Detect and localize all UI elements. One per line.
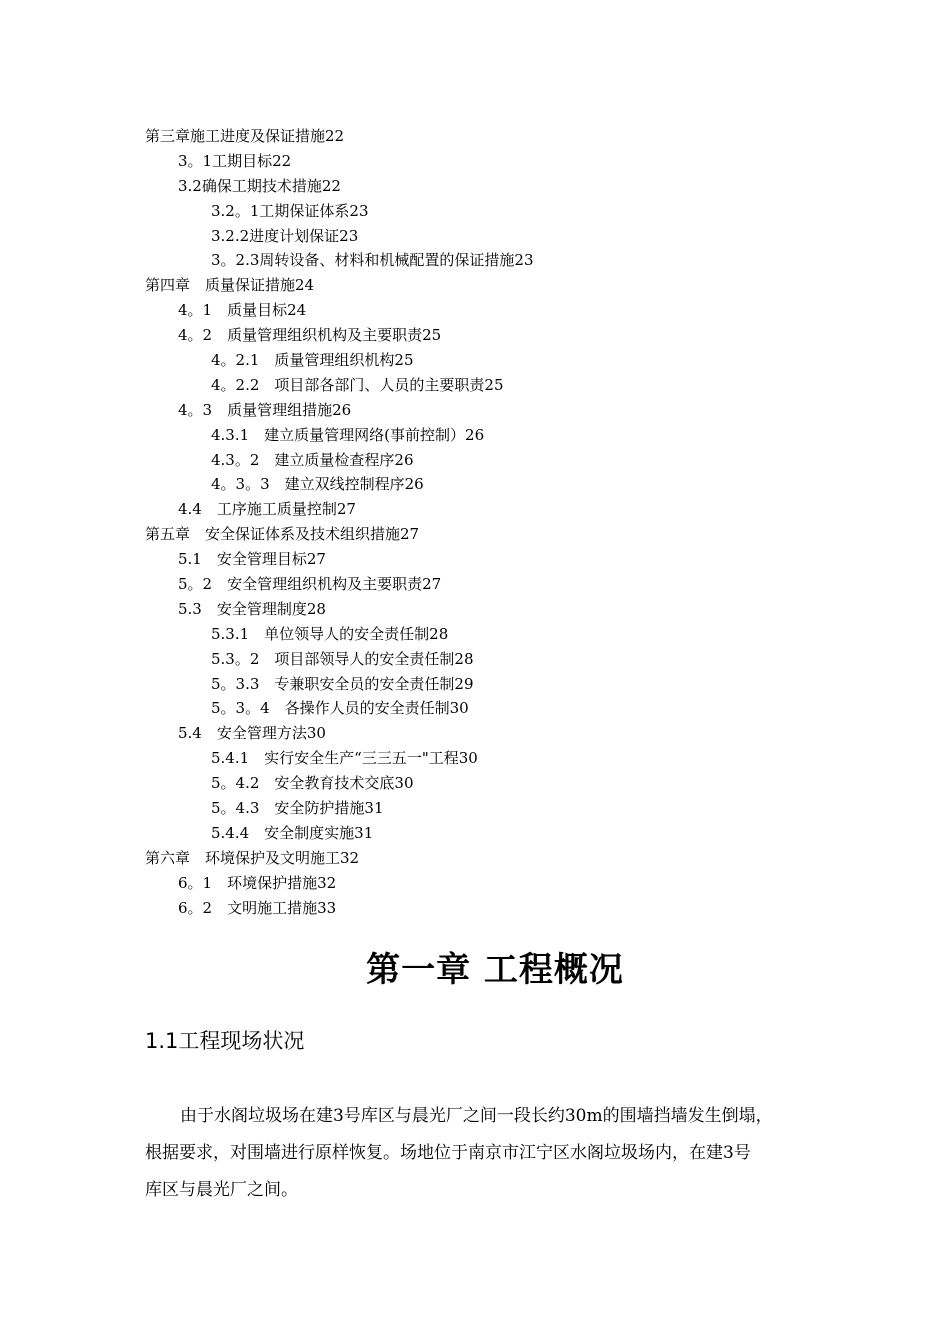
toc-entry[interactable]: 3.2确保工期技术措施22 (178, 176, 341, 195)
toc-entry[interactable]: 5.4.4 安全制度实施31 (211, 823, 374, 842)
body-paragraph (145, 1098, 835, 1209)
toc-entry[interactable]: 4。3。3 建立双线控制程序26 (211, 475, 424, 494)
toc-entry[interactable]: 3.2.2进度计划保证23 (211, 226, 359, 245)
toc-entry[interactable]: 6。1 环境保护措施32 (178, 873, 337, 892)
toc-entry[interactable]: 4.4 工序施工质量控制27 (178, 500, 356, 519)
toc-entry[interactable]: 5.3.1 单位领导人的安全责任制28 (211, 624, 449, 643)
table-of-contents (0, 124, 950, 921)
toc-entry[interactable]: 第四章 质量保证措施24 (145, 276, 315, 295)
toc-entry[interactable]: 4.3.1 建立质量管理网络(事前控制）26 (211, 425, 485, 444)
toc-entry[interactable]: 5。4.3 安全防护措施31 (211, 799, 384, 818)
toc-entry[interactable]: 6。2 文明施工措施33 (178, 898, 337, 917)
toc-entry[interactable]: 4。3 质量管理组措施26 (178, 400, 352, 419)
toc-entry[interactable]: 5。4.2 安全教育技术交底30 (211, 774, 414, 793)
toc-entry[interactable]: 第六章 环境保护及文明施工32 (145, 848, 360, 867)
toc-entry[interactable]: 3。1工期目标22 (178, 151, 292, 170)
toc-entry[interactable]: 5。3.3 专兼职安全员的安全责任制29 (211, 674, 474, 693)
paragraph-line: 库区与晨光厂之间。 (145, 1180, 298, 1200)
section-heading: 1.1工程现场状况 (145, 1029, 305, 1053)
paragraph-line: 根据要求，对围墙进行原样恢复。场地位于南京市江宁区水阁垃圾场内，在建3号 (145, 1143, 751, 1163)
toc-entry[interactable]: 3.2。1工期保证体系23 (211, 201, 369, 220)
toc-entry[interactable]: 5.1 安全管理目标27 (178, 550, 326, 569)
toc-entry[interactable]: 5.3 安全管理制度28 (178, 599, 326, 618)
toc-entry[interactable]: 5。2 安全管理组织机构及主要职责27 (178, 575, 442, 594)
toc-entry[interactable]: 第五章 安全保证体系及技术组织措施27 (145, 525, 420, 544)
toc-entry[interactable]: 4。2 质量管理组织机构及主要职责25 (178, 326, 442, 345)
toc-entry[interactable]: 5.4.1 实行安全生产“三三五一"工程30 (211, 749, 478, 768)
toc-entry[interactable]: 5.4 安全管理方法30 (178, 724, 326, 743)
toc-entry[interactable]: 第三章施工进度及保证措施22 (145, 127, 345, 145)
toc-entry[interactable]: 3。2.3周转设备、材料和机械配置的保证措施23 (211, 251, 534, 270)
toc-entry[interactable]: 4。2.2 项目部各部门、人员的主要职责25 (211, 375, 504, 394)
toc-entry[interactable]: 5。3。4 各操作人员的安全责任制30 (211, 699, 469, 718)
toc-entry[interactable]: 4。2.1 质量管理组织机构25 (211, 351, 414, 370)
paragraph-line: 由于水阁垃圾场在建3号库区与晨光厂之间一段长约30m的围墙挡墙发生倒塌， (180, 1106, 773, 1126)
toc-entry[interactable]: 5.3。2 项目部领导人的安全责任制28 (211, 649, 474, 668)
toc-entry[interactable]: 4.3。2 建立质量检查程序26 (211, 450, 414, 469)
chapter-title: 第一章 工程概况 (366, 950, 624, 990)
toc-entry[interactable]: 4。1 质量目标24 (178, 301, 307, 320)
